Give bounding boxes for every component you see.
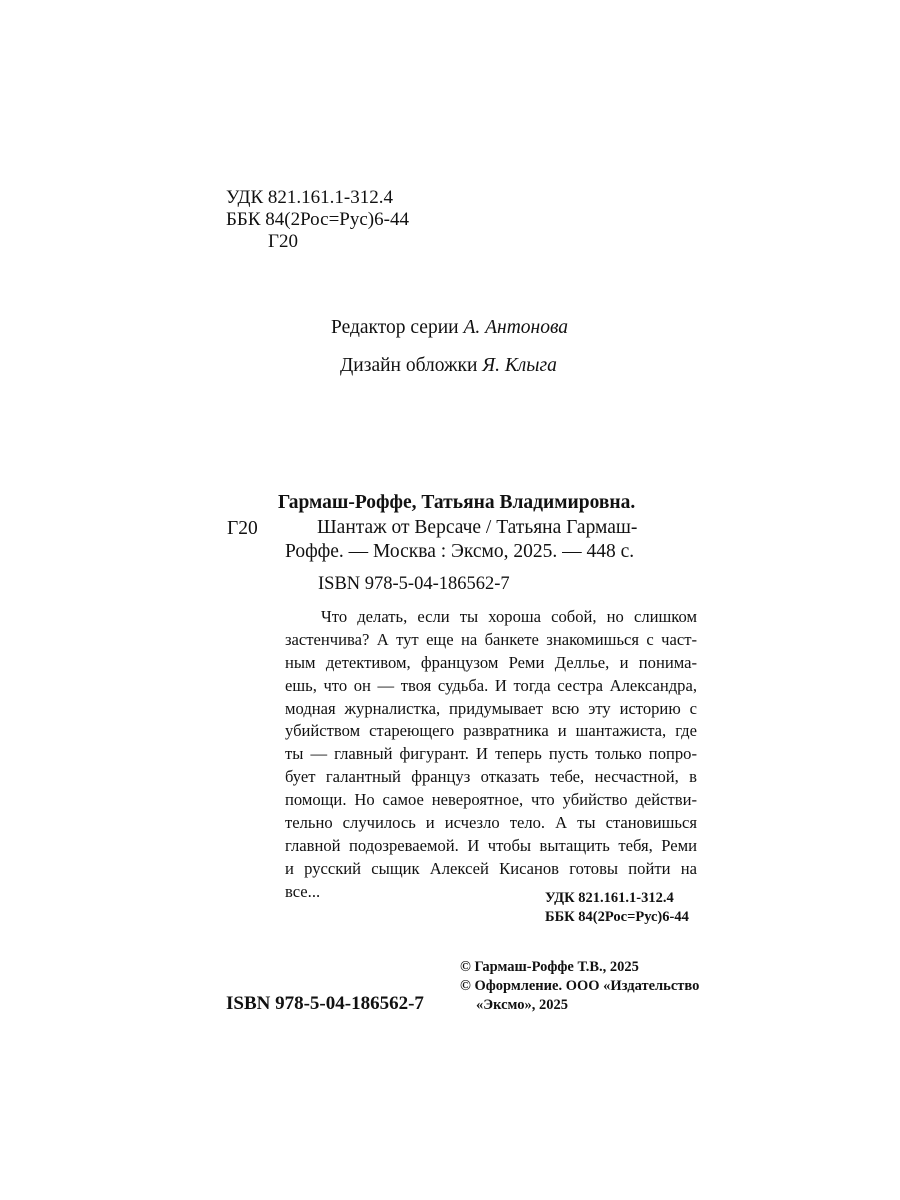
cover-design-name: Я. Клыга xyxy=(482,355,557,376)
annotation-line: главной подозреваемой. И чтобы вытащить тебя, Реми xyxy=(285,835,697,855)
annotation-line: тельно случилось и исчезло тело. А ты становишься xyxy=(285,813,697,833)
annotation-line: Что делать, если ты хороша собой, но слишком xyxy=(321,607,697,626)
copyright-design-cont: «Эксмо», 2025 xyxy=(476,997,568,1013)
annotation-line: бует галантный француз отказать тебе, несчастной, в xyxy=(285,767,697,787)
author-heading: Гармаш-Роффе, Татьяна Владимировна. xyxy=(278,492,636,513)
annotation-line: застенчива? А тут еще на банкете знакомишься с част- xyxy=(285,629,697,649)
bbk-top: ББК 84(2Рос=Рус)6-44 xyxy=(226,209,409,230)
series-editor-name: А. Антонова xyxy=(463,317,569,338)
series-editor-label: Редактор серии xyxy=(331,317,459,338)
annotation xyxy=(285,606,697,904)
author-mark-top: Г20 xyxy=(268,231,298,252)
description-line-1: Шантаж от Версаче / Татьяна Гармаш- xyxy=(317,517,638,538)
series-editor-credit xyxy=(331,317,568,339)
description-line-2: Роффе. — Москва : Эксмо, 2025. — 448 с. xyxy=(285,541,635,562)
copyright-design: © Оформление. ООО «Издательство xyxy=(460,978,700,994)
annotation-line: модная журналистка, придумывает всю эту историю с xyxy=(285,698,697,718)
annotation-line: убийством стареющего развратника и шантажиста, где xyxy=(285,721,697,741)
bbk-bottom: ББК 84(2Рос=Рус)6-44 xyxy=(545,909,689,925)
annotation-line: и русский сыщик Алексей Кисанов готовы пойти на xyxy=(285,858,697,878)
annotation-line: все... xyxy=(285,881,321,901)
copyright-author: © Гармаш-Роффе Т.В., 2025 xyxy=(460,959,639,975)
isbn-record: ISBN 978-5-04-186562-7 xyxy=(318,574,510,594)
isbn-bottom: ISBN 978-5-04-186562-7 xyxy=(226,993,424,1014)
annotation-line: ты — главный фигурант. И теперь пусть только попро- xyxy=(285,744,697,764)
annotation-line: ешь, что он — твоя судьба. И тогда сестра Александра, xyxy=(285,675,697,695)
annotation-line: ным детективом, французом Реми Деллье, и понима- xyxy=(285,652,697,672)
udk-top: УДК 821.161.1-312.4 xyxy=(226,187,393,208)
udk-bottom: УДК 821.161.1-312.4 xyxy=(545,890,674,906)
annotation-line: помощи. Но самое невероятное, что убийство действи- xyxy=(285,790,697,810)
author-mark-side: Г20 xyxy=(227,518,258,539)
cover-design-credit xyxy=(340,355,557,377)
cover-design-label: Дизайн обложки xyxy=(340,355,478,376)
